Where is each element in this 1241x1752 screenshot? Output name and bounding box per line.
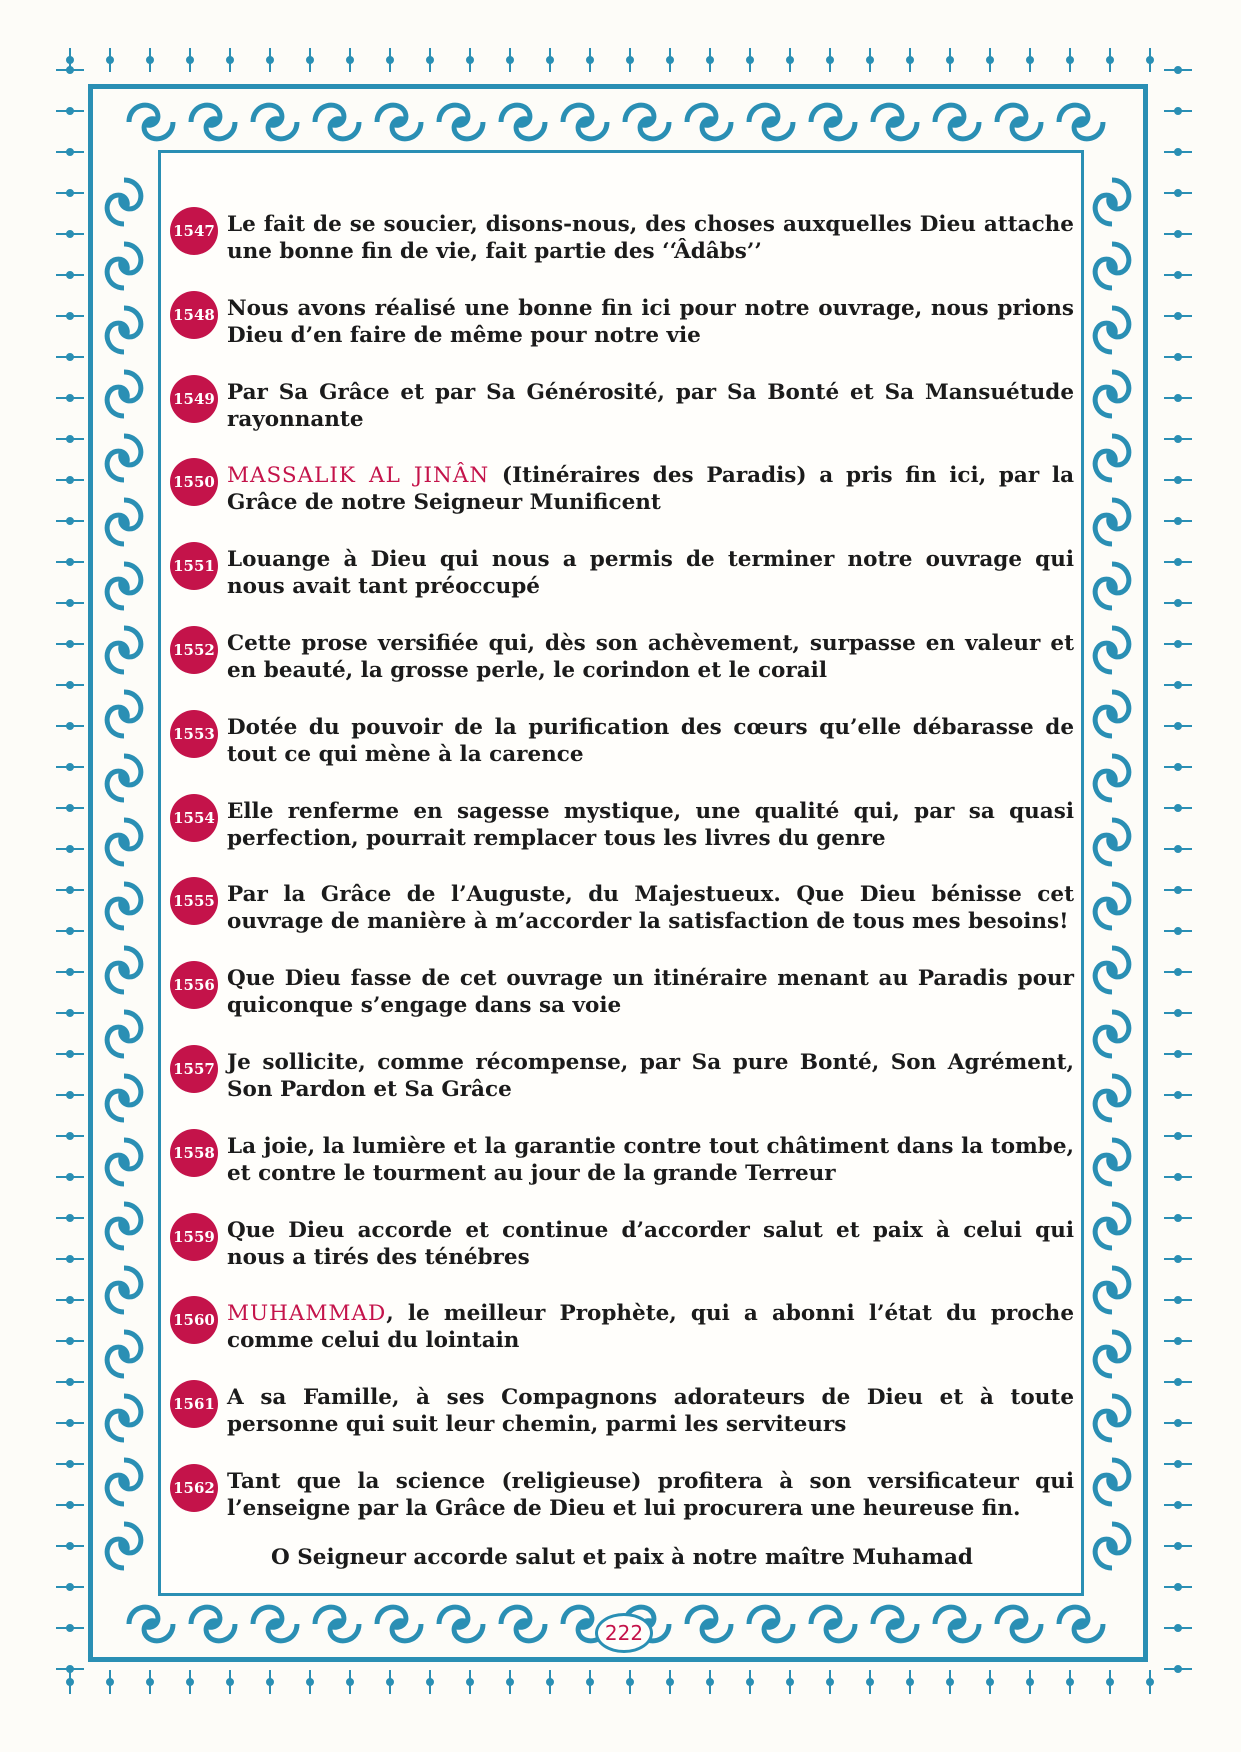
bottom-tick-border: [60, 1662, 1170, 1702]
verse-number-badge: 1553: [170, 710, 218, 758]
top-tick-border: [60, 40, 1170, 80]
page-number: 222: [595, 1613, 653, 1653]
verse-text: [227, 211, 1074, 265]
verse-text: [227, 1049, 1074, 1103]
verse-entry: [170, 456, 1074, 540]
verse-highlight: MASSALIK AL JINÂN: [227, 463, 490, 489]
verse-number-badge: 1560: [170, 1296, 218, 1344]
verse-body: Le fait de se soucier, disons-nous, des choses auxquelles Dieu attache une bonne fin de vie, fait partie des ‘‘Âdâbs’’: [227, 212, 1074, 264]
verse-body: Que Dieu accorde et continue d’accorder salut et paix à celui qui nous a tirés des ténébres: [227, 1217, 1074, 1270]
verse-number-badge: 1549: [170, 375, 218, 423]
verse-text: [227, 1468, 1074, 1522]
verse-number-badge: 1557: [170, 1045, 218, 1093]
verse-number-badge: 1559: [170, 1213, 218, 1261]
verse-body: Dotée du pouvoir de la purification des cœurs qu’elle débarasse de tout ce qui mène à la carence: [227, 714, 1074, 767]
verse-text: [227, 379, 1074, 433]
verse-number-badge: 1550: [170, 458, 218, 506]
verse-text: [227, 295, 1074, 349]
verse-body: Louange à Dieu qui nous a permis de terminer notre ouvrage qui nous avait tant préoccupé: [227, 547, 1074, 600]
verse-number-badge: 1554: [170, 794, 218, 842]
verse-entry: [170, 1127, 1074, 1211]
verse-body: La joie, la lumière et la garantie contre tout châtiment dans la tombe, et contre le tourment au jour de la grande Terreur: [227, 1133, 1074, 1186]
right-tick-border: [1158, 60, 1198, 1680]
verse-entry: [170, 373, 1074, 457]
verse-highlight: MUHAMMAD: [227, 1301, 387, 1327]
verse-text: [227, 1384, 1074, 1438]
verse-body: Que Dieu fasse de cet ouvrage un itinéraire menant au Paradis pour quiconque s’engage dans sa voie: [227, 966, 1074, 1019]
verse-number-badge: 1551: [170, 542, 218, 590]
verse-text: [227, 630, 1074, 684]
verse-entry: [170, 205, 1074, 289]
verse-number-badge: 1558: [170, 1129, 218, 1177]
verse-body: A sa Famille, à ses Compagnons adorateurs de Dieu et à toute personne qui suit leur chemin, parmi les serviteurs: [227, 1385, 1074, 1438]
verse-text: [227, 714, 1074, 768]
verse-text: [227, 462, 1074, 516]
verse-entry: [170, 792, 1074, 876]
verse-text: [227, 1133, 1074, 1187]
verse-number-badge: 1547: [170, 207, 218, 255]
verse-entry: [170, 1294, 1074, 1378]
verse-number-badge: 1552: [170, 626, 218, 674]
verse-body: Je sollicite, comme récompense, par Sa pure Bonté, Son Agrément, Son Pardon et Sa Grâce: [227, 1049, 1074, 1102]
verse-number-badge: 1555: [170, 877, 218, 925]
verse-body: Cette prose versifiée qui, dès son achèvement, surpasse en valeur et en beauté, la grosse perle, le corindon et le corail: [227, 630, 1074, 683]
closing-prayer: O Seigneur accorde salut et paix à notre maître Muhamad: [271, 1545, 973, 1570]
verse-text: [227, 798, 1074, 852]
verse-body: , le meilleur Prophète, qui a abonni l’état du proche comme celui du lointain: [227, 1301, 1074, 1354]
verse-number-badge: 1562: [170, 1464, 218, 1512]
verse-entry: [170, 1378, 1074, 1462]
verse-text: [227, 881, 1074, 935]
verse-text: [227, 1300, 1074, 1354]
verse-entry: [170, 289, 1074, 373]
verse-body: Nous avons réalisé une bonne fin ici pour notre ouvrage, nous prions Dieu d’en faire de même pour notre vie: [227, 295, 1074, 348]
verse-entry: [170, 624, 1074, 708]
verse-body: Par Sa Grâce et par Sa Générosité, par Sa Bonté et Sa Mansuétude rayonnante: [227, 379, 1074, 432]
verse-body: Tant que la science (religieuse) profitera à son versificateur qui l’enseigne par la Grâce de Dieu et lui procurera une heureuse fin.: [227, 1468, 1074, 1521]
verse-body: Par la Grâce de l’Auguste, du Majestueux. Que Dieu bénisse cet ouvrage de manière à m’accorder la satisfaction de tous mes besoins!: [227, 882, 1074, 935]
verse-entry: [170, 708, 1074, 792]
verse-number-badge: 1556: [170, 961, 218, 1009]
verse-text: [227, 546, 1074, 600]
verse-entry: [170, 1462, 1074, 1546]
verse-entry: [170, 1211, 1074, 1295]
verse-number-badge: 1561: [170, 1380, 218, 1428]
verse-body: Elle renferme en sagesse mystique, une qualité qui, par sa quasi perfection, pourrait remplacer tous les livres du genre: [227, 798, 1074, 851]
verse-entry: [170, 875, 1074, 959]
verse-text: [227, 965, 1074, 1019]
verse-entry: [170, 959, 1074, 1043]
verse-number-badge: 1548: [170, 291, 218, 339]
verse-body: (Itinéraires des Paradis) a pris fin ici, par la Grâce de notre Seigneur Munificent: [227, 463, 1074, 516]
left-tick-border: [50, 60, 90, 1680]
verse-entry: [170, 540, 1074, 624]
verse-entry: [170, 1043, 1074, 1127]
verse-text: [227, 1217, 1074, 1271]
verse-list: [170, 205, 1074, 1546]
